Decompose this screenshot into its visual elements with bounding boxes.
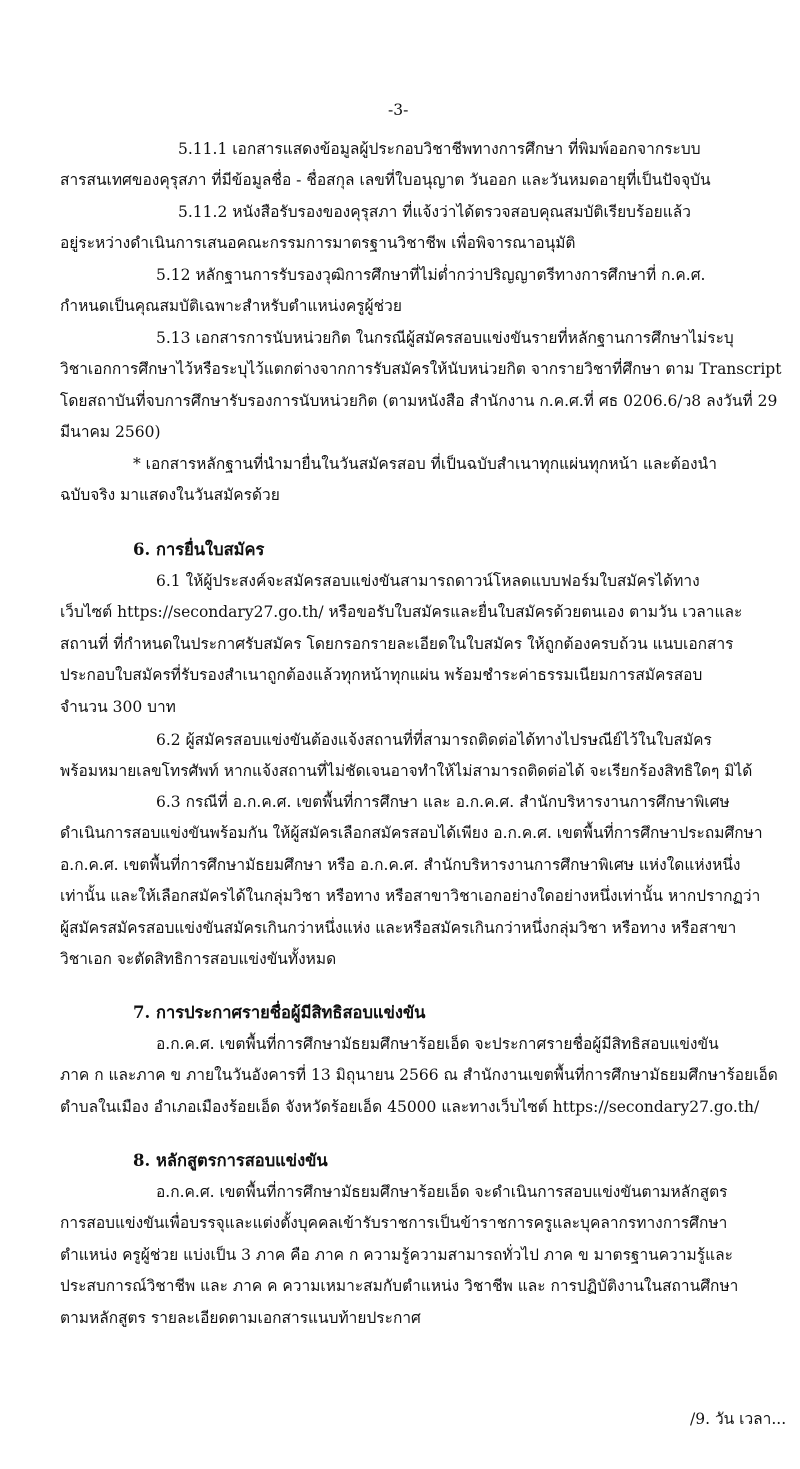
section-8-heading: 8. หลักสูตรการสอบแข่งขัน: [133, 1151, 328, 1170]
section-6-2-line-2: พร้อมหมายเลขโทรศัพท์ หากแจ้งสถานที่ไม่ชัดเจนอาจทำให้ไม่สามารถติดต่อได้ จะเรียกร้องสิทธิใดๆ มิได้: [60, 762, 753, 780]
section-6-3-line-3: อ.ก.ค.ศ. เขตพื้นที่การศึกษามัธยมศึกษา หรือ อ.ก.ค.ศ. สำนักบริหารงานการศึกษาพิเศษ แห่งใดแห่งหนึ่ง: [60, 856, 741, 874]
page-number: -3-: [388, 101, 409, 119]
section-6-1-line-5: จำนวน 300 บาท: [60, 698, 176, 716]
section-6-3-line-4: เท่านั้น และให้เลือกสมัครได้ในกลุ่มวิชา หรือทาง หรือสาขาวิชาเอกอย่างใดอย่างหนึ่งเท่านั้น หากปรากฏว่า: [60, 887, 761, 905]
section-7-line-3: ตำบลในเมือง อำเภอเมืองร้อยเอ็ด จังหวัดร้อยเอ็ด 45000 และทางเว็บไซต์ https://secondary27.go.th/: [60, 1098, 760, 1116]
section-6-1-line-1: 6.1 ให้ผู้ประสงค์จะสมัครสอบแข่งขันสามารถดาวน์โหลดแบบฟอร์มใบสมัครได้ทาง: [156, 572, 700, 590]
section-6-1-line-4: ประกอบใบสมัครที่รับรองสำเนาถูกต้องแล้วทุกหน้าทุกแผ่น พร้อมชำระค่าธรรมเนียมการสมัครสอบ: [60, 666, 703, 684]
item-5-13-line-2: วิชาเอกการศึกษาไว้หรือระบุไว้แตกต่างจากการรับสมัครให้นับหน่วยกิต จากรายวิชาที่ศึกษา ตาม Transcript: [60, 360, 782, 378]
item-5-11-2-line-1: 5.11.2 หนังสือรับรองของคุรุสภา ที่แจ้งว่าได้ตรวจสอบคุณสมบัติเรียบร้อยแล้ว: [178, 203, 691, 221]
section-7-line-2: ภาค ก และภาค ข ภายในวันอังคารที่ 13 มิถุนายน 2566 ณ สำนักงานเขตพื้นที่การศึกษามัธยมศึกษาร้อยเอ็ด: [60, 1066, 778, 1084]
item-5-11-1-line-2: สารสนเทศของคุรุสภา ที่มีข้อมูลชื่อ - ชื่อสกุล เลขที่ใบอนุญาต วันออก และวันหมดอายุที่เป็นปัจจุบัน: [60, 171, 711, 189]
item-5-11-1-line-1: 5.11.1 เอกสารแสดงข้อมูลผู้ประกอบวิชาชีพทางการศึกษา ที่พิมพ์ออกจากระบบ: [178, 140, 701, 158]
section-6-1-line-2: เว็บไซต์ https://secondary27.go.th/ หรือขอรับใบสมัครและยื่นใบสมัครด้วยตนเอง ตามวัน เวลาและ: [60, 603, 743, 621]
section-6-3-line-2: ดำเนินการสอบแข่งขันพร้อมกัน ให้ผู้สมัครเลือกสมัครสอบได้เพียง อ.ก.ค.ศ. เขตพื้นที่การศึกษาประถมศึกษา: [60, 824, 763, 842]
section-8-line-2: การสอบแข่งขันเพื่อบรรจุและแต่งตั้งบุคคลเข้ารับราชการเป็นข้าราชการครูและบุคลากรทางการศึกษา: [60, 1214, 728, 1232]
section-6-heading: 6. การยื่นใบสมัคร: [133, 540, 265, 559]
section-6-3-line-1: 6.3 กรณีที่ อ.ก.ค.ศ. เขตพื้นที่การศึกษา และ อ.ก.ค.ศ. สำนักบริหารงานการศึกษาพิเศษ: [156, 793, 730, 811]
note-line-2: ฉบับจริง มาแสดงในวันสมัครด้วย: [60, 486, 280, 504]
section-8-line-4: ประสบการณ์วิชาชีพ และ ภาค ค ความเหมาะสมกับตำแหน่ง วิชาชีพ และ การปฏิบัติงานในสถานศึกษา: [60, 1277, 739, 1295]
item-5-12-line-1: 5.12 หลักฐานการรับรองวุฒิการศึกษาที่ไม่ต่ำกว่าปริญญาตรีทางการศึกษาที่ ก.ค.ศ.: [156, 266, 706, 284]
item-5-13-line-3: โดยสถาบันที่จบการศึกษารับรองการนับหน่วยกิต (ตามหนังสือ สำนักงาน ก.ค.ศ.ที่ ศธ 0206.6/ว8 ลงวันที่ 29: [60, 392, 778, 410]
section-7-heading: 7. การประกาศรายชื่อผู้มีสิทธิสอบแข่งขัน: [133, 1003, 426, 1022]
item-5-13-line-4: มีนาคม 2560): [60, 423, 161, 441]
section-8-line-3: ตำแหน่ง ครูผู้ช่วย แบ่งเป็น 3 ภาค คือ ภาค ก ความรู้ความสามารถทั่วไป ภาค ข มาตรฐานความรู้และ: [60, 1246, 733, 1264]
section-6-2-line-1: 6.2 ผู้สมัครสอบแข่งขันต้องแจ้งสถานที่ที่สามารถติดต่อได้ทางไปรษณีย์ไว้ในใบสมัคร: [156, 731, 712, 749]
item-5-11-2-line-2: อยู่ระหว่างดำเนินการเสนอคณะกรรมการมาตรฐานวิชาชีพ เพื่อพิจารณาอนุมัติ: [60, 234, 576, 252]
item-5-12-line-2: กำหนดเป็นคุณสมบัติเฉพาะสำหรับตำแหน่งครูผู้ช่วย: [60, 297, 402, 315]
section-6-3-line-6: วิชาเอก จะตัดสิทธิการสอบแข่งขันทั้งหมด: [60, 950, 337, 968]
section-8-line-5: ตามหลักสูตร รายละเอียดตามเอกสารแนบท้ายประกาศ: [60, 1309, 421, 1327]
section-6-1-line-3: สถานที่ ที่กำหนดในประกาศรับสมัคร โดยกรอกรายละเอียดในใบสมัคร ให้ถูกต้องครบถ้วน แนบเอกสาร: [60, 635, 734, 653]
section-6-3-line-5: ผู้สมัครสมัครสอบแข่งขันสมัครเกินกว่าหนึ่งแห่ง และหรือสมัครเกินกว่าหนึ่งกลุ่มวิชา หรือทาง หรือสาขา: [60, 919, 737, 937]
note-line-1: * เอกสารหลักฐานที่นำมายื่นในวันสมัครสอบ ที่เป็นฉบับสำเนาทุกแผ่นทุกหน้า และต้องนำ: [133, 455, 717, 473]
section-8-line-1: อ.ก.ค.ศ. เขตพื้นที่การศึกษามัธยมศึกษาร้อยเอ็ด จะดำเนินการสอบแข่งขันตามหลักสูตร: [156, 1183, 728, 1201]
item-5-13-line-1: 5.13 เอกสารการนับหน่วยกิต ในกรณีผู้สมัครสอบแข่งขันรายที่หลักฐานการศึกษาไม่ระบุ: [156, 329, 734, 347]
continuation-note: /9. วัน เวลา...: [690, 1410, 787, 1428]
section-7-line-1: อ.ก.ค.ศ. เขตพื้นที่การศึกษามัธยมศึกษาร้อยเอ็ด จะประกาศรายชื่อผู้มีสิทธิสอบแข่งขัน: [156, 1035, 719, 1053]
